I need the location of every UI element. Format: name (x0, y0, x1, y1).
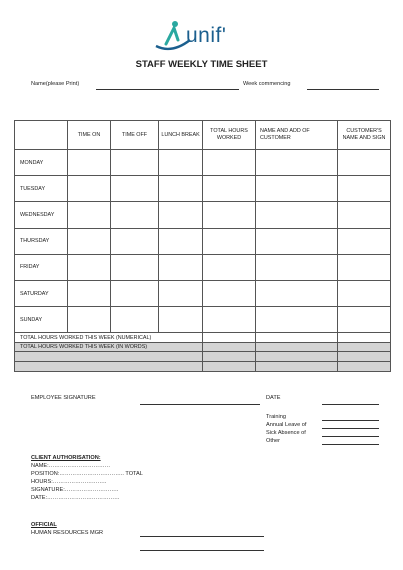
table-cell[interactable] (338, 362, 391, 372)
other-label: Other (266, 438, 280, 444)
table-cell[interactable] (159, 150, 203, 176)
client-position-line[interactable]: POSITION:…………………………….. TOTAL (31, 471, 143, 477)
table-cell[interactable] (338, 280, 391, 306)
table-cell[interactable] (256, 352, 338, 362)
table-cell[interactable] (256, 280, 338, 306)
official-heading: OFFICIAL (31, 522, 57, 528)
table-cell[interactable] (15, 362, 203, 372)
table-row (15, 150, 391, 176)
table-cell[interactable] (203, 342, 256, 352)
table-cell[interactable] (111, 228, 159, 254)
table-cell[interactable] (256, 228, 338, 254)
day-label: SATURDAY (15, 280, 68, 306)
table-cell[interactable] (68, 280, 111, 306)
header-total-hours: TOTAL HOURS WORKED (203, 121, 256, 150)
date-label: DATE (266, 395, 281, 401)
week-label: Week commencing (243, 81, 291, 87)
table-row (15, 280, 391, 306)
day-label: SUNDAY (15, 307, 68, 333)
table-cell[interactable] (159, 176, 203, 202)
training-label: Training (266, 414, 287, 420)
table-cell[interactable] (68, 307, 111, 333)
table-cell[interactable] (203, 176, 256, 202)
name-field[interactable] (96, 89, 239, 90)
table-cell[interactable] (111, 307, 159, 333)
total-words-row (15, 342, 391, 352)
table-cell[interactable] (111, 280, 159, 306)
table-row (15, 176, 391, 202)
table-cell[interactable] (338, 342, 391, 352)
employee-signature-field[interactable] (140, 404, 260, 405)
total-words-label: TOTAL HOURS WORKED THIS WEEK (IN WORDS) (15, 342, 203, 352)
annual-leave-field[interactable] (322, 428, 379, 429)
annual-leave-label: Annual Leave of (266, 422, 307, 428)
table-cell[interactable] (203, 362, 256, 372)
hr-manager-label: HUMAN RESOURCES MGR (31, 530, 104, 536)
table-row (15, 202, 391, 228)
table-cell[interactable] (338, 202, 391, 228)
date-field[interactable] (322, 404, 379, 405)
table-cell[interactable] (338, 254, 391, 280)
header-time-off: TIME OFF (111, 121, 159, 150)
hr-manager-signature-field[interactable] (140, 550, 264, 551)
table-cell[interactable] (159, 202, 203, 228)
table-cell[interactable] (159, 228, 203, 254)
table-row (15, 228, 391, 254)
table-row (15, 307, 391, 333)
table-cell[interactable] (203, 150, 256, 176)
table-cell[interactable] (203, 202, 256, 228)
table-cell[interactable] (256, 150, 338, 176)
total-numerical-row (15, 333, 391, 343)
header-customer-sign: CUSTOMER'S NAME AND SIGN (338, 121, 391, 150)
employee-signature-label: EMPLOYEE SIGNATURE (31, 395, 96, 401)
header-time-on: TIME ON (68, 121, 111, 150)
table-cell[interactable] (203, 333, 256, 343)
timesheet-table (14, 120, 391, 372)
day-label: TUESDAY (15, 176, 68, 202)
table-cell[interactable] (203, 254, 256, 280)
table-cell[interactable] (203, 228, 256, 254)
table-cell[interactable] (256, 176, 338, 202)
page-title: STAFF WEEKLY TIME SHEET (135, 59, 268, 70)
table-cell[interactable] (203, 352, 256, 362)
header-lunch-break: LUNCH BREAK (159, 121, 203, 150)
table-cell[interactable] (256, 342, 338, 352)
table-cell[interactable] (111, 150, 159, 176)
table-cell[interactable] (256, 307, 338, 333)
client-hours-line[interactable]: HOURS:……………………….. (31, 479, 107, 485)
table-cell[interactable] (203, 280, 256, 306)
table-row (15, 254, 391, 280)
week-field[interactable] (307, 89, 379, 90)
table-cell[interactable] (338, 352, 391, 362)
hr-manager-field[interactable] (140, 536, 264, 537)
client-date-line[interactable]: DATE:………………………………… (31, 495, 120, 501)
table-cell[interactable] (111, 254, 159, 280)
table-cell[interactable] (111, 176, 159, 202)
table-cell[interactable] (159, 254, 203, 280)
table-cell[interactable] (111, 202, 159, 228)
logo-wordmark: unif' (186, 24, 227, 47)
training-field[interactable] (322, 420, 379, 421)
table-header-row (15, 121, 391, 150)
client-authorisation-heading: CLIENT AUTHORISATION: (31, 455, 101, 461)
sick-absence-label: Sick Absence of (266, 430, 306, 436)
table-cell[interactable] (68, 202, 111, 228)
header-customer-name-add: NAME AND ADD OF CUSTOMER (256, 121, 338, 150)
day-label: THURSDAY (15, 228, 68, 254)
table-cell[interactable] (338, 333, 391, 343)
table-cell[interactable] (256, 202, 338, 228)
sick-absence-field[interactable] (322, 436, 379, 437)
table-row (15, 362, 391, 372)
day-label: FRIDAY (15, 254, 68, 280)
client-name-line[interactable]: NAME:…………………………… (31, 463, 111, 469)
table-cell[interactable] (256, 254, 338, 280)
table-cell[interactable] (68, 254, 111, 280)
company-logo (152, 18, 252, 54)
table-cell[interactable] (68, 228, 111, 254)
table-cell[interactable] (338, 307, 391, 333)
table-cell[interactable] (338, 228, 391, 254)
table-row (15, 352, 391, 362)
table-cell[interactable] (68, 150, 111, 176)
table-cell[interactable] (203, 307, 256, 333)
day-label: WEDNESDAY (15, 202, 68, 228)
client-signature-line[interactable]: SIGNATURE:……………………….. (31, 487, 119, 493)
table-cell[interactable] (338, 150, 391, 176)
table-cell[interactable] (256, 362, 338, 372)
day-label: MONDAY (15, 150, 68, 176)
other-field[interactable] (322, 444, 379, 445)
name-label: Name(please Print) (31, 81, 80, 87)
table-cell[interactable] (338, 176, 391, 202)
table-cell[interactable] (256, 333, 338, 343)
table-cell[interactable] (159, 307, 203, 333)
header-cell (15, 121, 68, 150)
total-numerical-label: TOTAL HOURS WORKED THIS WEEK (NUMERICAL) (15, 333, 203, 343)
table-cell[interactable] (68, 176, 111, 202)
table-cell[interactable] (159, 280, 203, 306)
table-cell[interactable] (15, 352, 203, 362)
